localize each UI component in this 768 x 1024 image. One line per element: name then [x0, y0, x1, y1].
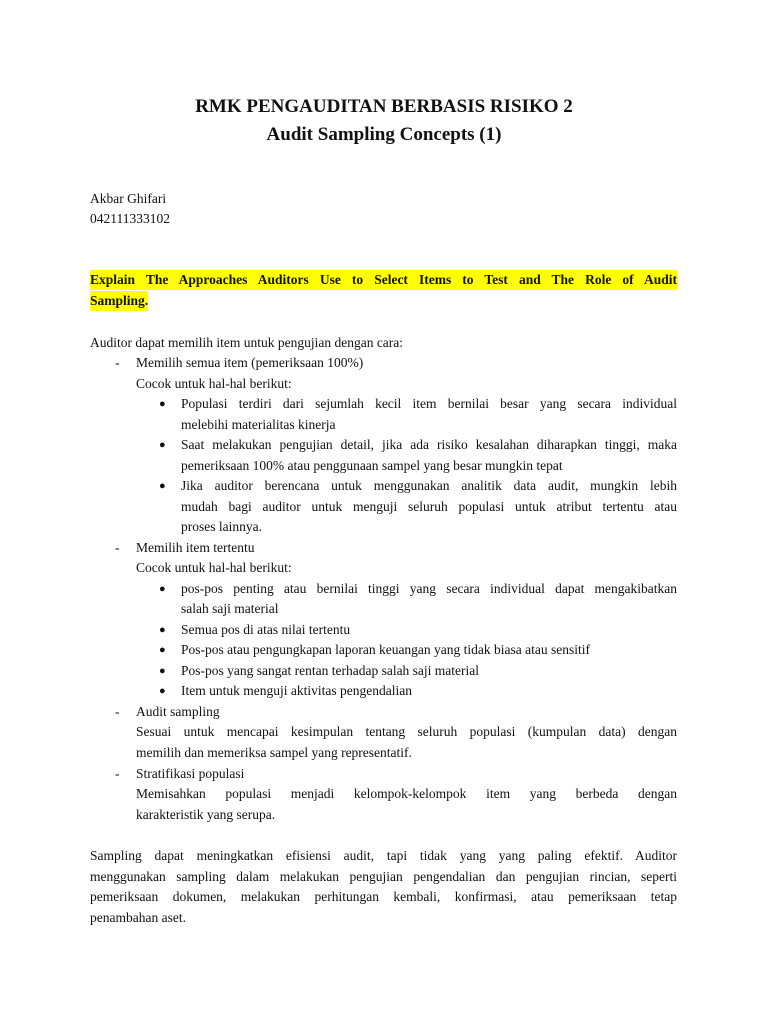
conclusion-line: penambahan aset.	[90, 910, 186, 925]
bullet-text: pos-pos penting atau bernilai tinggi yang secara individual dapat mengakibatkan	[181, 581, 677, 596]
section-heading: Audit sampling	[136, 704, 220, 719]
section-subheading: Cocok untuk hal-hal berikut:	[136, 376, 292, 391]
conclusion-line: Sampling dapat meningkatkan efisiensi audit, tapi tidak yang yang paling efektif. Auditor	[90, 848, 677, 863]
section-text-cont: karakteristik yang serupa.	[136, 807, 276, 822]
dash-marker: -	[115, 704, 120, 719]
section-text-cont: memilih dan memeriksa sampel yang representatif.	[136, 745, 412, 760]
section-heading: Memilih semua item (pemeriksaan 100%)	[136, 355, 364, 370]
bullet-text: Populasi terdiri dari sejumlah kecil item bernilai besar yang secara individual	[181, 396, 677, 411]
dash-marker: -	[115, 540, 120, 555]
bullet-text: Saat melakukan pengujian detail, jika ada risiko kesalahan diharapkan tinggi, maka	[181, 437, 677, 452]
bullet-icon: ●	[159, 685, 166, 697]
bullet-text-cont: salah saji material	[181, 601, 279, 616]
dash-marker: -	[115, 355, 120, 370]
bullet-text: Jika auditor berencana untuk menggunakan analitik data audit, mungkin lebih	[181, 478, 677, 493]
section-heading: Stratifikasi populasi	[136, 766, 245, 781]
question-line-2: Sampling.	[90, 291, 148, 311]
bullet-text: Pos-pos atau pengungkapan laporan keuangan yang tidak biasa atau sensitif	[181, 642, 591, 657]
section-subheading: Cocok untuk hal-hal berikut:	[136, 560, 292, 575]
section-text: Sesuai untuk mencapai kesimpulan tentang seluruh populasi (kumpulan data) dengan	[136, 724, 677, 739]
bullet-text: Semua pos di atas nilai tertentu	[181, 622, 351, 637]
bullet-text-cont: pemeriksaan 100% atau penggunaan sampel yang besar mungkin tepat	[181, 458, 563, 473]
question-line-1: Explain The Approaches Auditors Use to Select Items to Test and The Role of Audit	[90, 270, 677, 290]
bullet-text-cont: proses lainnya.	[181, 519, 262, 534]
bullet-icon: ●	[159, 644, 166, 656]
intro-text: Auditor dapat memilih item untuk pengujian dengan cara:	[90, 335, 404, 350]
bullet-icon: ●	[159, 480, 166, 492]
conclusion-line: pemeriksaan dokumen, melakukan perhitungan kembali, konfirmasi, atau pemeriksaan tetap	[90, 889, 677, 904]
bullet-icon: ●	[159, 583, 166, 595]
conclusion-line: menggunakan sampling dalam melakukan pengujian pengendalian dan pengujian rincian, seperti	[90, 869, 677, 884]
bullet-icon: ●	[159, 665, 166, 677]
bullet-icon: ●	[159, 624, 166, 636]
bullet-text: Item untuk menguji aktivitas pengendalian	[181, 683, 412, 698]
bullet-text: Pos-pos yang sangat rentan terhadap salah saji material	[181, 663, 480, 678]
section-heading: Memilih item tertentu	[136, 540, 255, 555]
bullet-icon: ●	[159, 398, 166, 410]
bullet-text-cont: mudah bagi auditor untuk menguji seluruh populasi untuk atribut tertentu atau	[181, 499, 677, 514]
bullet-text-cont: melebihi materialitas kinerja	[181, 417, 336, 432]
author-name: Akbar Ghifari	[90, 191, 167, 206]
bullet-icon: ●	[159, 439, 166, 451]
dash-marker: -	[115, 766, 120, 781]
section-text: Memisahkan populasi menjadi kelompok-kelompok item yang berbeda dengan	[136, 786, 677, 801]
author-id: 042111333102	[90, 211, 170, 226]
document-subtitle: Audit Sampling Concepts (1)	[266, 124, 502, 145]
document-title: RMK PENGAUDITAN BERBASIS RISIKO 2	[195, 96, 573, 117]
